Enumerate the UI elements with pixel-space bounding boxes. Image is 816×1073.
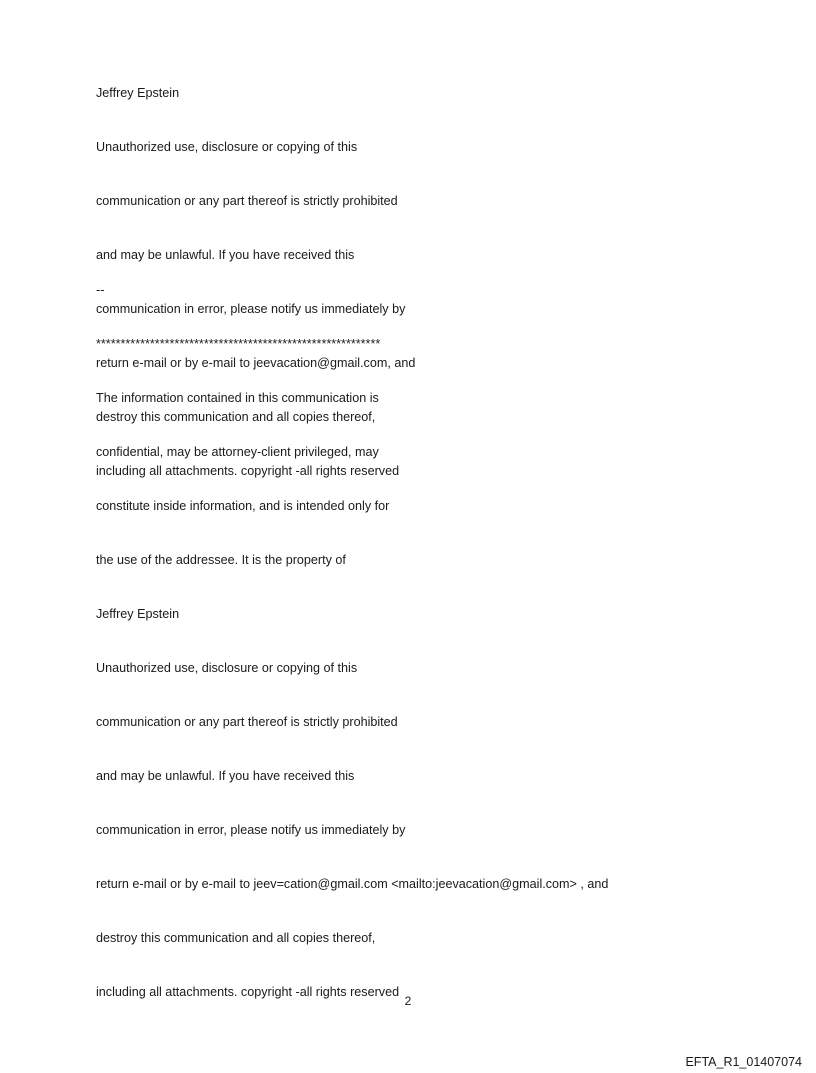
page-number: 2 <box>404 994 412 1008</box>
text-line: confidential, may be attorney-client privileged, may <box>96 445 379 459</box>
text-line: and may be unlawful. If you have received this <box>96 769 355 783</box>
text-line: communication in error, please notify us immediately by <box>96 302 406 316</box>
text-line: Jeffrey Epstein <box>96 86 180 100</box>
separator-asterisks: ********************************************************** <box>96 337 381 351</box>
text-line: destroy this communication and all copies thereof, <box>96 931 376 945</box>
text-line: the use of the addressee. It is the property of <box>96 553 346 567</box>
text-line: and may be unlawful. If you have received this <box>96 248 355 262</box>
text-line: including all attachments. copyright -all rights reserved <box>96 464 400 478</box>
text-line: Unauthorized use, disclosure or copying of this <box>96 140 358 154</box>
text-line: communication or any part thereof is strictly prohibited <box>96 715 398 729</box>
text-line: including all attachments. copyright -all rights reserved <box>96 985 400 999</box>
document-id: EFTA_R1_01407074 <box>685 1055 802 1069</box>
text-line: constitute inside information, and is intended only for <box>96 499 390 513</box>
text-line: return e-mail or by e-mail to jeevacation@gmail.com, and <box>96 356 416 370</box>
text-line: Unauthorized use, disclosure or copying of this <box>96 661 358 675</box>
text-line: communication in error, please notify us immediately by <box>96 823 406 837</box>
text-line: return e-mail or by e-mail to jeev=cation@gmail.com <mailto:jeevacation@gmail.com> , and <box>96 877 609 891</box>
text-line: communication or any part thereof is strictly prohibited <box>96 194 398 208</box>
email-disclaimer-block-2 <box>96 245 608 1037</box>
text-line: The information contained in this communication is <box>96 391 379 405</box>
text-line: destroy this communication and all copies thereof, <box>96 410 376 424</box>
separator-dashes: -- <box>96 283 105 297</box>
text-line: Jeffrey Epstein <box>96 607 180 621</box>
